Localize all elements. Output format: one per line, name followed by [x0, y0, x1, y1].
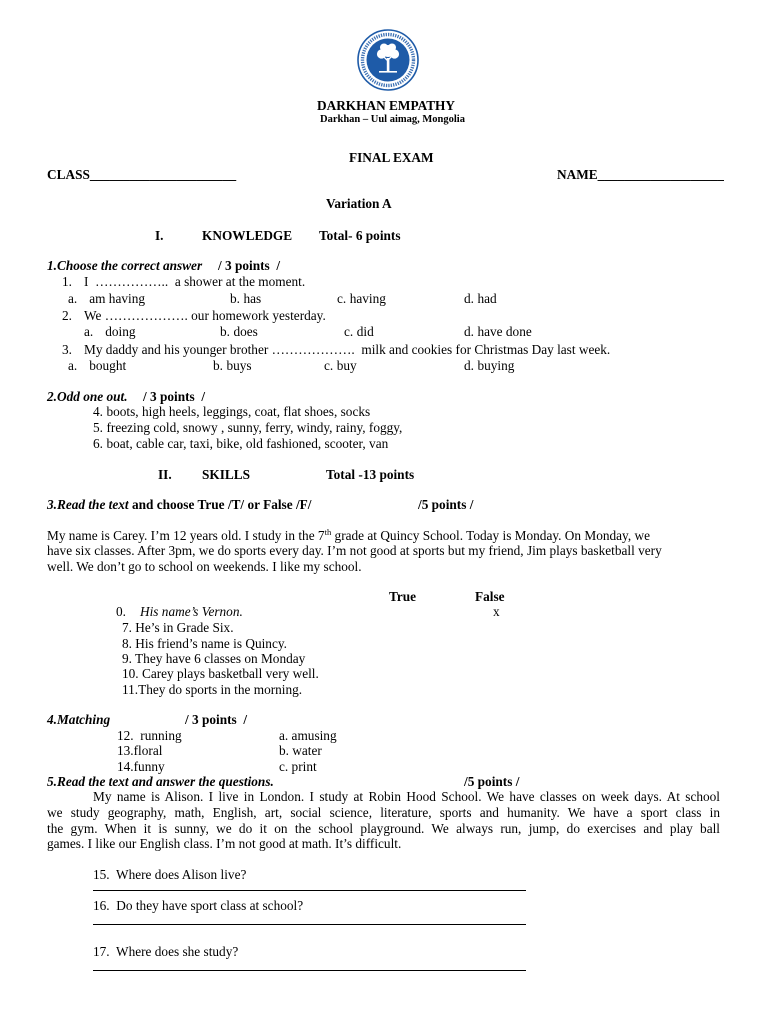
column-header-true: True	[389, 589, 417, 604]
name-field: NAME___________________	[557, 167, 724, 182]
passage-line: My name is Alison. I live in London. I study at Robin Hood School. We have classes on week days. At school	[93, 789, 720, 804]
passage-line: have six classes. After 3pm, we do sports every day. I’m not good at sports but my friend, Jim plays basketball very	[47, 543, 662, 558]
answer-line	[93, 970, 526, 971]
section-total: Total -13 points	[326, 467, 415, 482]
list-item	[93, 436, 388, 452]
statement: 11.They do sports in the morning.	[122, 682, 303, 697]
option-text: am having	[89, 291, 145, 306]
question-heading: 5.Read the text and answer the questions.	[47, 774, 274, 789]
option-2b	[220, 324, 258, 340]
section-title: SKILLS	[202, 467, 251, 482]
passage-line: the gym. When it is sunny, we do it on the school playground. We always run, jump, do exercises and play ball	[47, 821, 720, 836]
column-header-false: False	[475, 589, 505, 604]
option-label: b.	[230, 291, 240, 306]
answer-mark: x	[493, 604, 500, 619]
matching-right-item: c. print	[279, 759, 317, 774]
option-text: bought	[89, 358, 127, 373]
option-label: d.	[464, 358, 474, 373]
comprehension-question: 16. Do they have sport class at school?	[93, 898, 304, 913]
option-text: have done	[477, 324, 532, 339]
matching-left-item: 12. running	[117, 728, 182, 743]
option-label: a.	[68, 358, 78, 373]
option-3b	[213, 358, 252, 374]
option-text: does	[233, 324, 258, 339]
statement: 10. Carey plays basketball very well.	[122, 666, 319, 681]
school-location: Darkhan – Uul aimag, Mongolia	[320, 114, 465, 125]
statement: 8. His friend’s name is Quincy.	[122, 636, 287, 651]
item-number: 2.	[62, 308, 72, 323]
statement: 9. They have 6 classes on Monday	[122, 651, 306, 666]
school-name: DARKHAN EMPATHY	[317, 98, 456, 113]
ordinal-superscript: th	[324, 527, 332, 537]
passage-line: games. I like our English class. I’m not good at math. It’s difficult.	[47, 836, 402, 851]
item-number: 6.	[93, 436, 103, 451]
option-label: c.	[344, 324, 354, 339]
item-text: My daddy and his younger brother ………………. milk and cookies for Christmas Day last week.	[84, 342, 611, 357]
option-label: c.	[337, 291, 347, 306]
class-field: CLASS______________________	[47, 167, 237, 182]
matching-left-item: 14.funny	[117, 759, 165, 774]
passage-text: My name is Carey. I’m 12 years old. I study in the 7	[47, 528, 325, 543]
option-3a	[68, 358, 126, 374]
matching-left-item: 13.floral	[117, 743, 163, 758]
question-points: / 3 points /	[185, 712, 248, 727]
option-text: having	[349, 291, 386, 306]
example-statement: His name’s Vernon.	[140, 604, 243, 619]
option-3c	[324, 358, 357, 374]
item-text: boots, high heels, leggings, coat, flat shoes, socks	[106, 404, 371, 419]
question-heading-rest: and choose True /T/ or False /F/	[128, 497, 312, 512]
option-label: c.	[324, 358, 334, 373]
option-text: has	[243, 291, 262, 306]
item-text: freezing cold, snowy , sunny, ferry, windy, rainy, foggy,	[106, 420, 403, 435]
question-heading-lead: 3.Read the text	[47, 497, 129, 512]
passage-line: well. We don’t go to school on weekends. I like my school.	[47, 559, 362, 574]
question-points: /5 points /	[464, 774, 520, 789]
tree-ground	[379, 71, 397, 73]
statement: 7. He’s in Grade Six.	[122, 620, 234, 635]
item-text: We ………………. our homework yesterday.	[84, 308, 326, 323]
option-label: d.	[464, 324, 474, 339]
answer-line	[93, 890, 526, 891]
question-points: /5 points /	[418, 497, 474, 512]
item-number: 4.	[93, 404, 103, 419]
option-label: b.	[220, 324, 230, 339]
item-text: boat, cable car, taxi, bike, old fashioned, scooter, van	[106, 436, 389, 451]
comprehension-question: 17. Where does she study?	[93, 944, 239, 959]
comprehension-question: 15. Where does Alison live?	[93, 867, 247, 882]
item-number: 1.	[62, 274, 72, 289]
question-points: / 3 points /	[218, 258, 281, 273]
option-label: a.	[68, 291, 78, 306]
option-text: had	[477, 291, 497, 306]
question-heading	[47, 497, 311, 513]
list-item	[93, 404, 370, 420]
list-item	[93, 420, 402, 436]
option-text: buys	[226, 358, 252, 373]
item-text: I …………….. a shower at the moment.	[84, 274, 306, 289]
option-2d	[464, 324, 532, 340]
statement-number: 0.	[116, 604, 126, 619]
question-heading: 1.Choose the correct answer	[47, 258, 203, 273]
option-2c	[344, 324, 374, 340]
option-text: buy	[336, 358, 357, 373]
option-1b	[230, 291, 261, 307]
question-heading: 4.Matching	[47, 712, 111, 727]
question-points: / 3 points /	[143, 389, 206, 404]
matching-right-item: a. amusing	[279, 728, 337, 743]
question-heading: 2.Odd one out.	[47, 389, 128, 404]
option-text: did	[356, 324, 374, 339]
variation-label: Variation A	[326, 196, 392, 211]
passage-line: we study geography, math, English, art, social science, literature, sports and humanity. We have a sport class in	[47, 805, 720, 820]
passage-text: grade at Quincy School. Today is Monday. On Monday, we	[331, 528, 650, 543]
option-2a	[84, 324, 136, 340]
section-title: KNOWLEDGE	[202, 228, 293, 243]
item-number: 5.	[93, 420, 103, 435]
matching-right-item: b. water	[279, 743, 322, 758]
exam-title: FINAL EXAM	[349, 150, 434, 165]
option-3d	[464, 358, 514, 374]
tree-crown	[388, 44, 396, 52]
option-1a	[68, 291, 145, 307]
option-1d	[464, 291, 497, 307]
school-seal-logo	[357, 29, 419, 91]
section-total: Total- 6 points	[319, 228, 401, 243]
option-1c	[337, 291, 386, 307]
option-label: b.	[213, 358, 223, 373]
tree-crown	[380, 44, 388, 52]
option-text: doing	[105, 324, 136, 339]
option-text: buying	[477, 358, 515, 373]
section-numeral: I.	[155, 228, 164, 243]
section-numeral: II.	[158, 467, 172, 482]
option-label: a.	[84, 324, 94, 339]
option-label: d.	[464, 291, 474, 306]
answer-line	[93, 924, 526, 925]
item-number: 3.	[62, 342, 72, 357]
